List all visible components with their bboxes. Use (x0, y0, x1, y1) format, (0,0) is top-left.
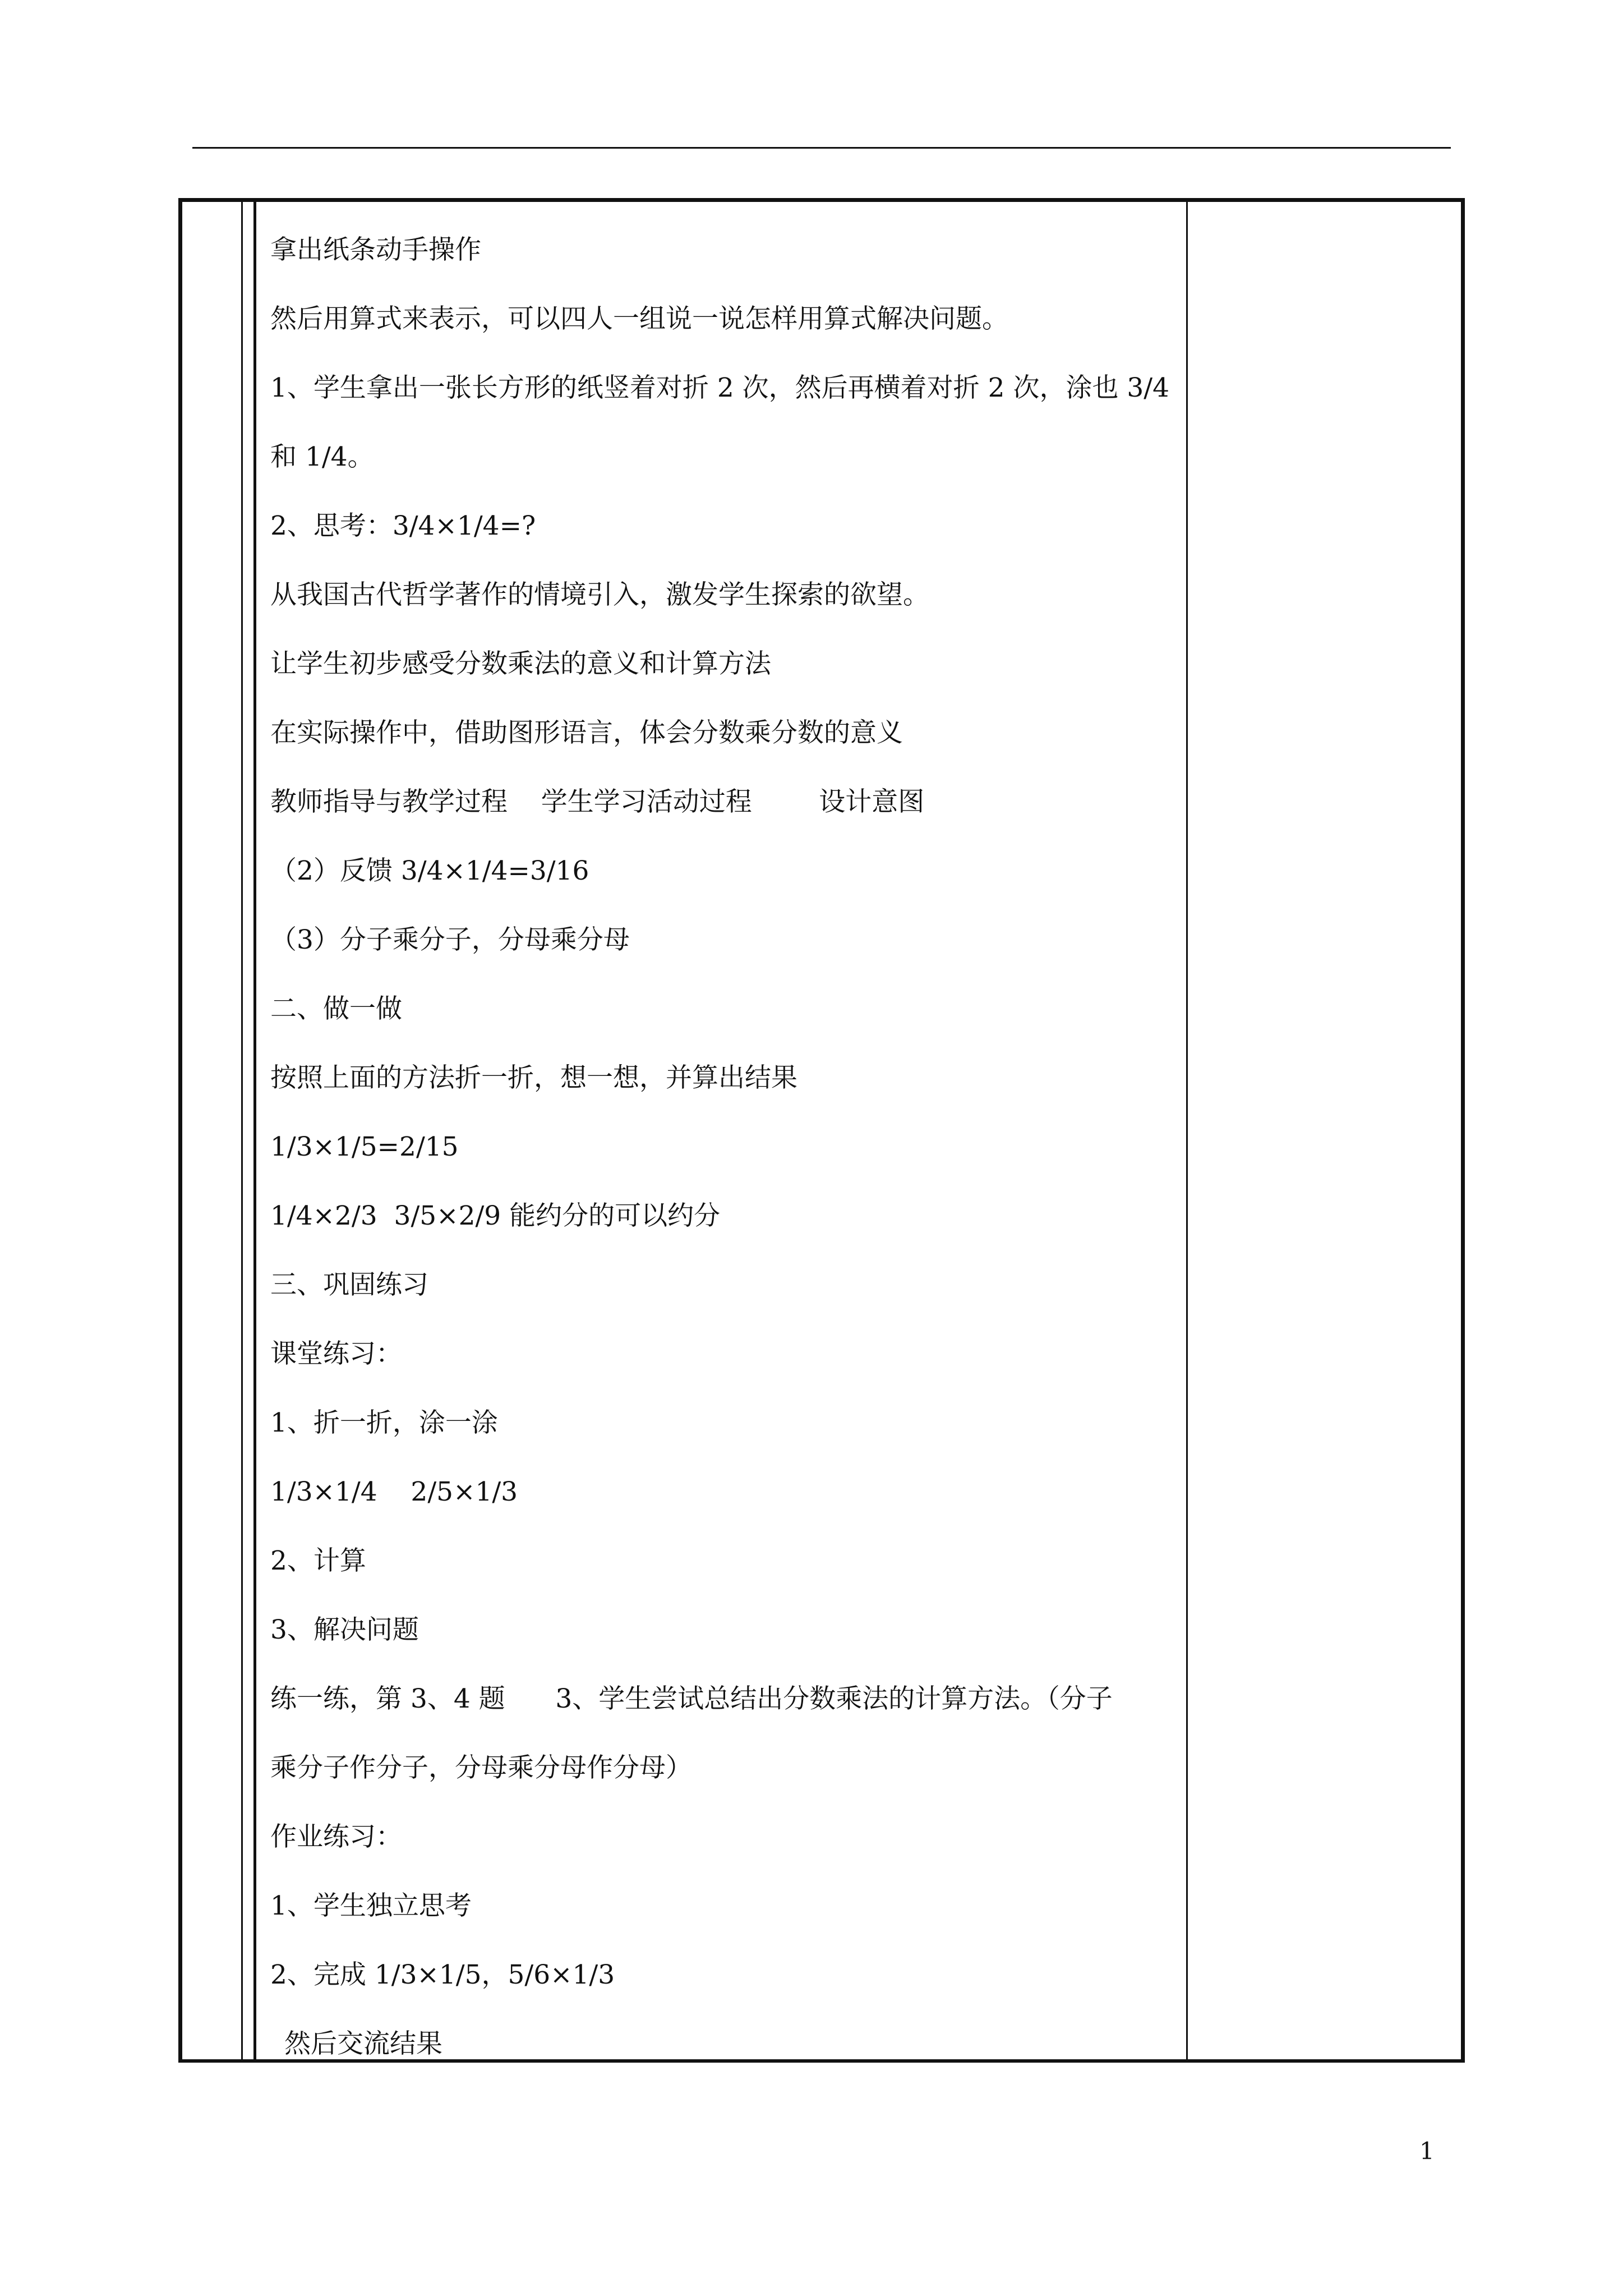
text-line: （3）分子乘分子，分母乘分母 (270, 924, 630, 955)
header-rule (192, 147, 1451, 149)
text-line: 乘分子作分子，分母乘分母作分母） (270, 1752, 692, 1783)
text-line: 1/3×1/4 2/5×1/3 (270, 1476, 518, 1507)
text-line: 三、巩固练习 (270, 1269, 428, 1300)
table-column-divider (253, 202, 256, 2059)
text-line: 1/4×2/3 3/5×2/9 能约分的可以约分 (270, 1200, 721, 1231)
text-line: 教师指导与教学过程 学生学习活动过程 设计意图 (270, 786, 925, 817)
text-line: 2、完成 1/3×1/5，5/6×1/3 (270, 1959, 615, 1990)
text-line: 1/3×1/5=2/15 (270, 1131, 459, 1162)
text-line: 练一练，第 3、4 题 3、学生尝试总结出分数乘法的计算方法。（分子 (270, 1683, 1113, 1714)
text-line: 2、思考：3/4×1/4=? (270, 510, 536, 541)
lesson-content (270, 215, 1179, 2078)
text-line: 在实际操作中，借助图形语言，体会分数乘分数的意义 (270, 717, 903, 748)
text-line: 然后用算式来表示，可以四人一组说一说怎样用算式解决问题。 (270, 303, 1008, 334)
text-line: 1、折一折，涂一涂 (270, 1407, 498, 1438)
text-line: 从我国古代哲学著作的情境引入，激发学生探索的欲望。 (270, 579, 929, 610)
text-line: 按照上面的方法折一折，想一想，并算出结果 (270, 1062, 797, 1093)
text-line: 课堂练习： (270, 1338, 402, 1369)
text-line: 二、做一做 (270, 993, 402, 1024)
text-line: 1、学生独立思考 (270, 1890, 472, 1921)
text-line: 然后交流结果 (284, 2028, 442, 2059)
table-column-divider (241, 202, 243, 2059)
text-line: 让学生初步感受分数乘法的意义和计算方法 (270, 648, 771, 679)
page-number: 1 (1419, 2137, 1435, 2165)
text-line: （2）反馈 3/4×1/4=3/16 (270, 855, 589, 886)
text-line: 作业练习： (270, 1821, 402, 1852)
text-line: 3、解决问题 (270, 1614, 419, 1645)
text-line: 2、计算 (270, 1545, 366, 1576)
text-line: 1、学生拿出一张长方形的纸竖着对折 2 次，然后再横着对折 2 次，涂也 3/4 (270, 372, 1170, 403)
text-line: 拿出纸条动手操作 (270, 234, 481, 265)
text-line: 和 1/4。 (270, 441, 374, 472)
table-column-divider (1186, 202, 1188, 2059)
